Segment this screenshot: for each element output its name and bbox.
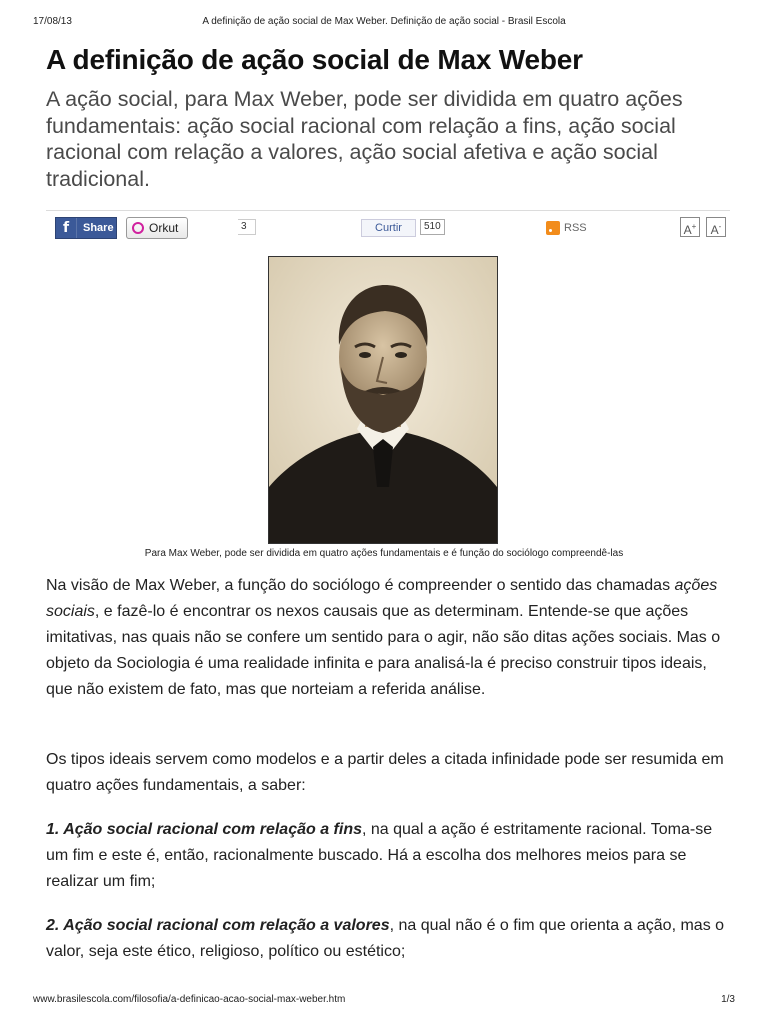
facebook-icon: f <box>56 218 77 238</box>
paragraph-1-emphasis: ações sociais <box>46 577 718 620</box>
tweet-count: 3 <box>238 219 256 235</box>
print-footer <box>33 994 735 1008</box>
print-header <box>33 16 735 30</box>
action-type-1-text: , na qual a ação é estritamente racional. Toma-se um fim e este é, então, racionalmente buscado. Há a escolha dos melhores meios para se realizar um fim; <box>46 821 713 890</box>
portrait-photo <box>268 256 498 544</box>
paragraph-3 <box>46 817 736 895</box>
paragraph-2: Os tipos ideais servem como modelos e a partir deles a citada infinidade pode ser resumida em quatro ações fundamentais, a saber: <box>46 751 724 794</box>
orkut-icon <box>132 222 144 234</box>
print-url: www.brasilescola.com/filosofia/a-definicao-acao-social-max-weber.htm <box>33 994 346 1005</box>
action-type-2-text: , na qual não é o fim que orienta a ação, mas o valor, seja este ético, religioso, político ou estético; <box>46 917 725 960</box>
facebook-share-label: Share <box>83 222 114 234</box>
orkut-share-button[interactable] <box>126 217 188 239</box>
paragraph-4 <box>46 913 736 965</box>
font-decrease-sign: - <box>718 222 722 231</box>
article-lead: A ação social, para Max Weber, pode ser dividida em quatro ações fundamentais: ação social racional com relação a fins, ação social racional com relação a valores, ação social afetiva e ação social tradicional. <box>46 87 683 191</box>
photo-caption: Para Max Weber, pode ser dividida em quatro ações fundamentais e é função do sociólogo compreendê-las <box>144 548 624 559</box>
rss-label: RSS <box>564 222 587 234</box>
page-counter: 1/3 <box>721 994 735 1005</box>
font-decrease-button[interactable] <box>706 217 726 237</box>
font-increase-button[interactable] <box>680 217 700 237</box>
paragraph-1-part-b: , e fazê-lo é encontrar os nexos causais que as determinam. Entende-se que ações imitativas, nas quais não se confere um sentido para o agir, não são ditas ações sociais. Mas o objeto da Sociologia é uma realidade infinita e para analisá-la é preciso construir tipos ideais, que não existem de fato, mas que norteiam a referida análise. <box>46 603 721 698</box>
font-increase-sign: + <box>691 222 697 231</box>
orkut-share-label: Orkut <box>149 221 179 235</box>
print-date: 17/08/13 <box>33 16 72 27</box>
rss-link[interactable] <box>546 221 587 235</box>
paragraph-1 <box>46 573 736 703</box>
portrait-illustration <box>269 257 497 543</box>
article-title: A definição de ação social de Max Weber <box>46 44 583 75</box>
paragraph-1-part-a: Na visão de Max Weber, a função do sociólogo é compreender o sentido das chamadas <box>46 577 675 594</box>
print-page-title: A definição de ação social de Max Weber. Definição de ação social - Brasil Escola <box>202 16 566 27</box>
rss-icon <box>546 221 560 235</box>
facebook-share-button[interactable] <box>55 217 117 239</box>
action-type-2-heading: 2. Ação social racional com relação a valores <box>46 917 390 934</box>
font-decrease-label: A <box>710 223 719 237</box>
curtir-button[interactable]: Curtir <box>361 219 416 237</box>
font-increase-label: A <box>683 223 692 237</box>
action-type-1-heading: 1. Ação social racional com relação a fins <box>46 821 362 838</box>
share-bar <box>46 210 730 243</box>
like-count: 510 <box>420 219 445 235</box>
